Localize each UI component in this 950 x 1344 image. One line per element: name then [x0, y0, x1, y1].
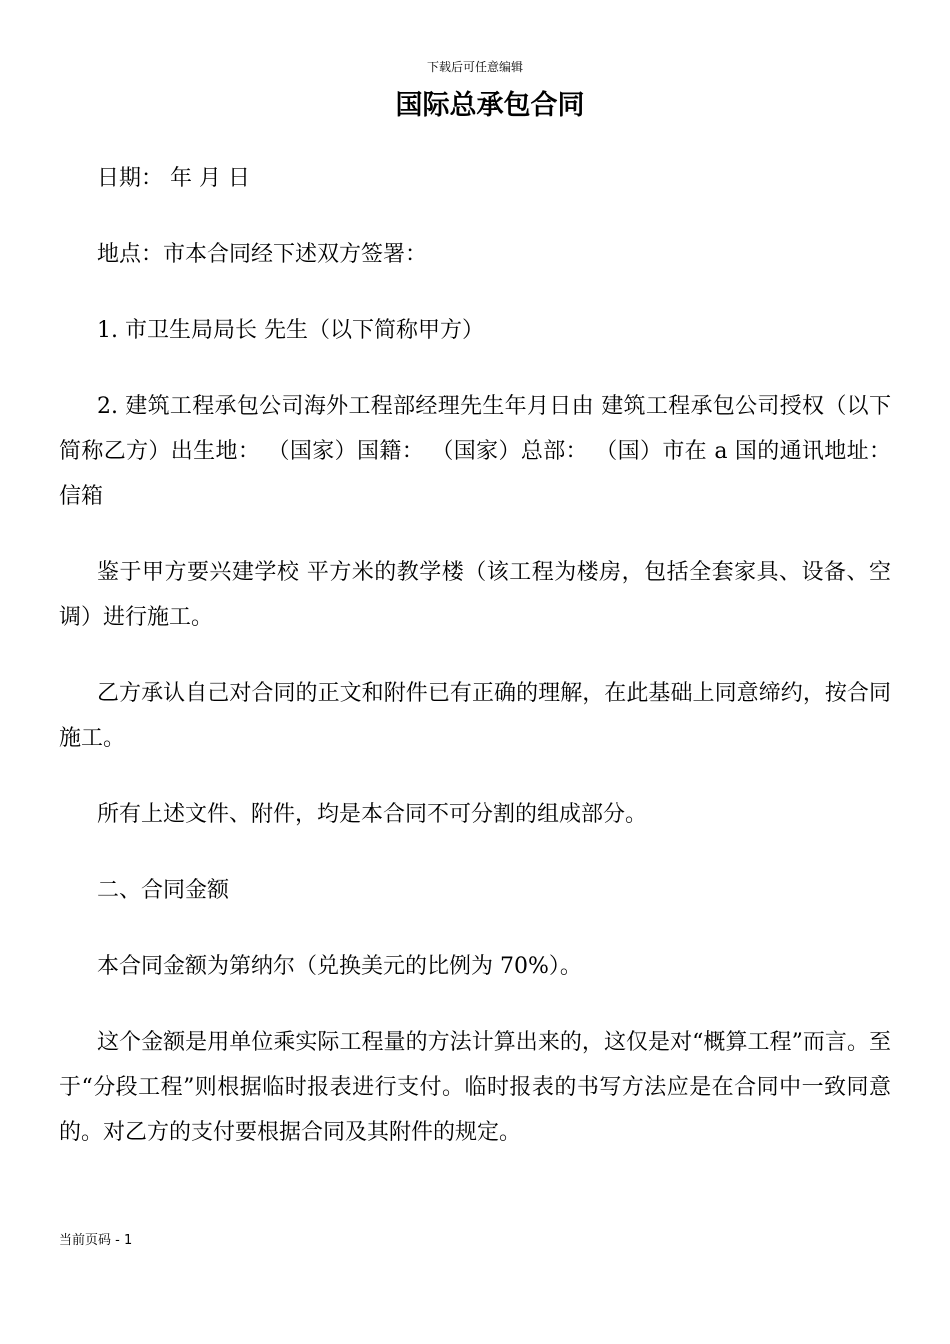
paragraph-location: 地点：市本合同经下述双方签署：	[97, 242, 428, 267]
paragraph-attachments: 所有上述文件、附件，均是本合同不可分割的组成部分。	[97, 802, 648, 827]
document-title: 国际总承包合同	[395, 90, 585, 121]
paragraph-date: 日期： 年 月 日	[97, 166, 250, 191]
paragraph-party-a: 1. 市卫生局局长 先生（以下简称甲方）	[97, 318, 484, 343]
page-number: 当前页码 - 1	[59, 1233, 133, 1248]
paragraph-amount: 本合同金额为第纳尔（兑换美元的比例为 70%）。	[97, 954, 582, 979]
header-note: 下载后可任意编辑	[426, 60, 523, 74]
document-body	[59, 156, 891, 1186]
section-heading-contract-amount: 二、合同金额	[97, 878, 230, 903]
paragraph-project: 鉴于甲方要兴建学校 平方米的教学楼（该工程为楼房，包括全套家具、设备、空调）进行施工。	[59, 560, 891, 630]
paragraph-party-b: 2. 建筑工程承包公司海外工程部经理先生年月日由 建筑工程承包公司授权（以下简称乙方）出生地： （国家）国籍： （国家）总部： （国）市在 a 国的通讯地址：信箱	[59, 394, 891, 509]
paragraph-calculation: 这个金额是用单位乘实际工程量的方法计算出来的，这仅是对“概算工程”而言。至于“分段工程”则根据临时报表进行支付。临时报表的书写方法应是在合同中一致同意的。对乙方的支付要根据合同及其附件的规定。	[59, 1030, 891, 1145]
paragraph-acknowledgement: 乙方承认自己对合同的正文和附件已有正确的理解，在此基础上同意缔约，按合同施工。	[59, 681, 891, 751]
